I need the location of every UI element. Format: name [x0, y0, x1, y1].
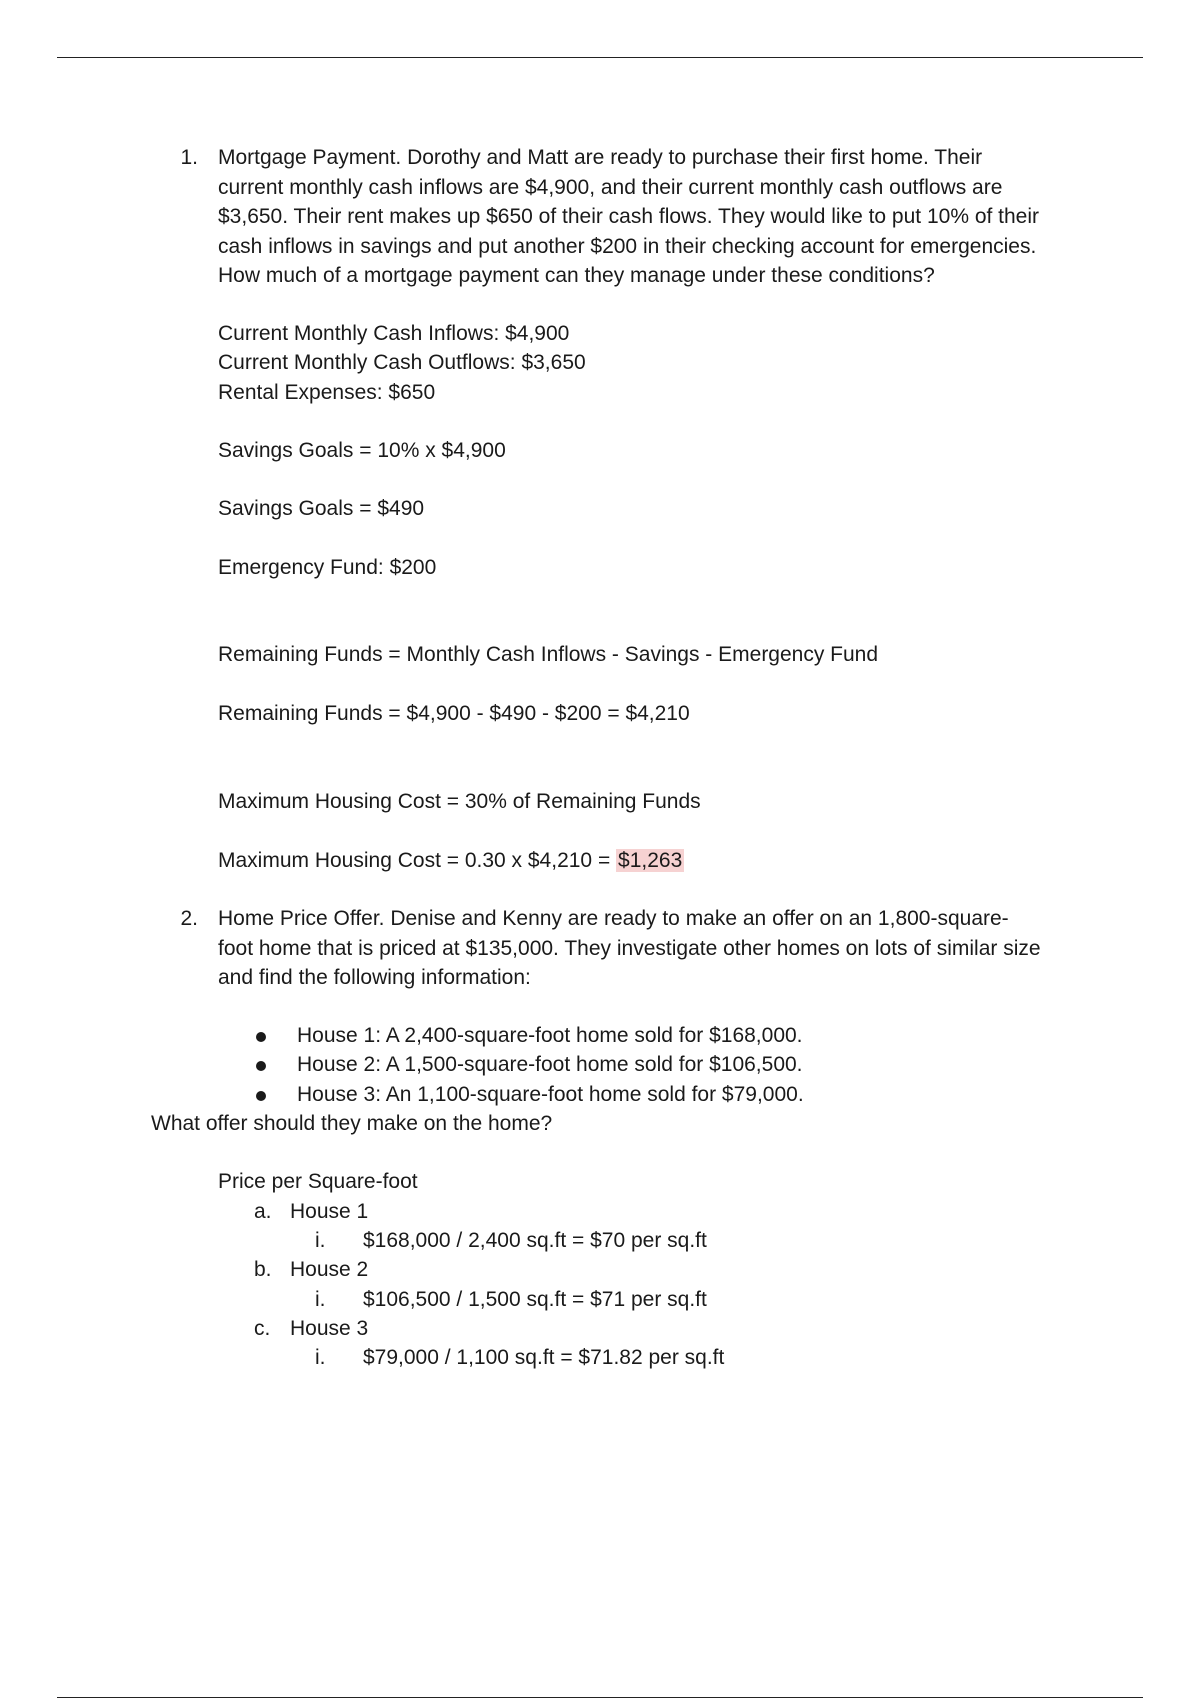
emergency-fund-line: Emergency Fund: $200 [218, 556, 437, 579]
question-1-text [218, 143, 1039, 291]
remaining-formula: Remaining Funds = Monthly Cash Inflows - Savings - Emergency Fund [218, 643, 879, 666]
house-sub-marker: i. [315, 1229, 326, 1252]
housing-result-prefix: Maximum Housing Cost = 0.30 x $4,210 = [218, 849, 617, 872]
question-1-line: $3,650. Their rent makes up $650 of their cash flows. They would like to put 10% of their [218, 205, 1040, 228]
question-2-text [218, 904, 1041, 993]
house-name: House 3 [290, 1317, 369, 1340]
house-marker: c. [254, 1317, 271, 1340]
inflows-line: Current Monthly Cash Inflows: $4,900 [218, 322, 570, 345]
house-sub-marker: i. [315, 1346, 326, 1369]
ppsf-heading: Price per Square-foot [218, 1170, 418, 1193]
savings-formula: Savings Goals = 10% x $4,900 [218, 439, 506, 462]
bullet-dot [256, 1061, 266, 1071]
outflows-line: Current Monthly Cash Outflows: $3,650 [218, 351, 586, 374]
house-calc: $168,000 / 2,400 sq.ft = $70 per sq.ft [363, 1229, 707, 1252]
question-1-line: Mortgage Payment. Dorothy and Matt are ready to purchase their first home. Their [218, 146, 983, 169]
house-bullet-item: House 3: An 1,100-square-foot home sold for $79,000. [297, 1083, 804, 1106]
question-1-line: How much of a mortgage payment can they manage under these conditions? [218, 264, 935, 287]
remaining-result: Remaining Funds = $4,900 - $490 - $200 = $4,210 [218, 702, 690, 725]
question-2-number: 2. [180, 907, 198, 930]
housing-result-highlight: $1,263 [618, 849, 683, 872]
house-bullet-item: House 1: A 2,400-square-foot home sold for $168,000. [297, 1024, 803, 1047]
question-2-line: and find the following information: [218, 966, 531, 989]
question-1-number: 1. [180, 146, 198, 169]
house-name: House 2 [290, 1258, 369, 1281]
question-2-prompt: What offer should they make on the home? [151, 1112, 553, 1135]
bottom-rule [57, 1697, 1143, 1698]
housing-formula: Maximum Housing Cost = 30% of Remaining Funds [218, 790, 701, 813]
house-marker: b. [254, 1258, 272, 1281]
question-1-line: cash inflows in savings and put another $200 in their checking account for emergencies. [218, 234, 1037, 258]
question-2-line: Home Price Offer. Denise and Kenny are ready to make an offer on an 1,800-square- [218, 907, 1009, 930]
house-name: House 1 [290, 1200, 369, 1223]
bullet-dot [256, 1091, 266, 1101]
house-sub-marker: i. [315, 1288, 326, 1311]
question-1-line: current monthly cash inflows are $4,900, and their current monthly cash outflows are [218, 175, 1003, 199]
rental-line: Rental Expenses: $650 [218, 381, 436, 404]
question-2-line: foot home that is priced at $135,000. They investigate other homes on lots of similar size [218, 936, 1041, 960]
housing-result [218, 846, 684, 876]
savings-result: Savings Goals = $490 [218, 497, 425, 520]
house-calc: $106,500 / 1,500 sq.ft = $71 per sq.ft [363, 1288, 707, 1311]
house-bullet-item: House 2: A 1,500-square-foot home sold for $106,500. [297, 1053, 803, 1076]
bullet-dot [256, 1032, 266, 1042]
house-calc: $79,000 / 1,100 sq.ft = $71.82 per sq.ft [363, 1346, 725, 1369]
top-rule [57, 57, 1143, 58]
house-marker: a. [254, 1200, 272, 1223]
